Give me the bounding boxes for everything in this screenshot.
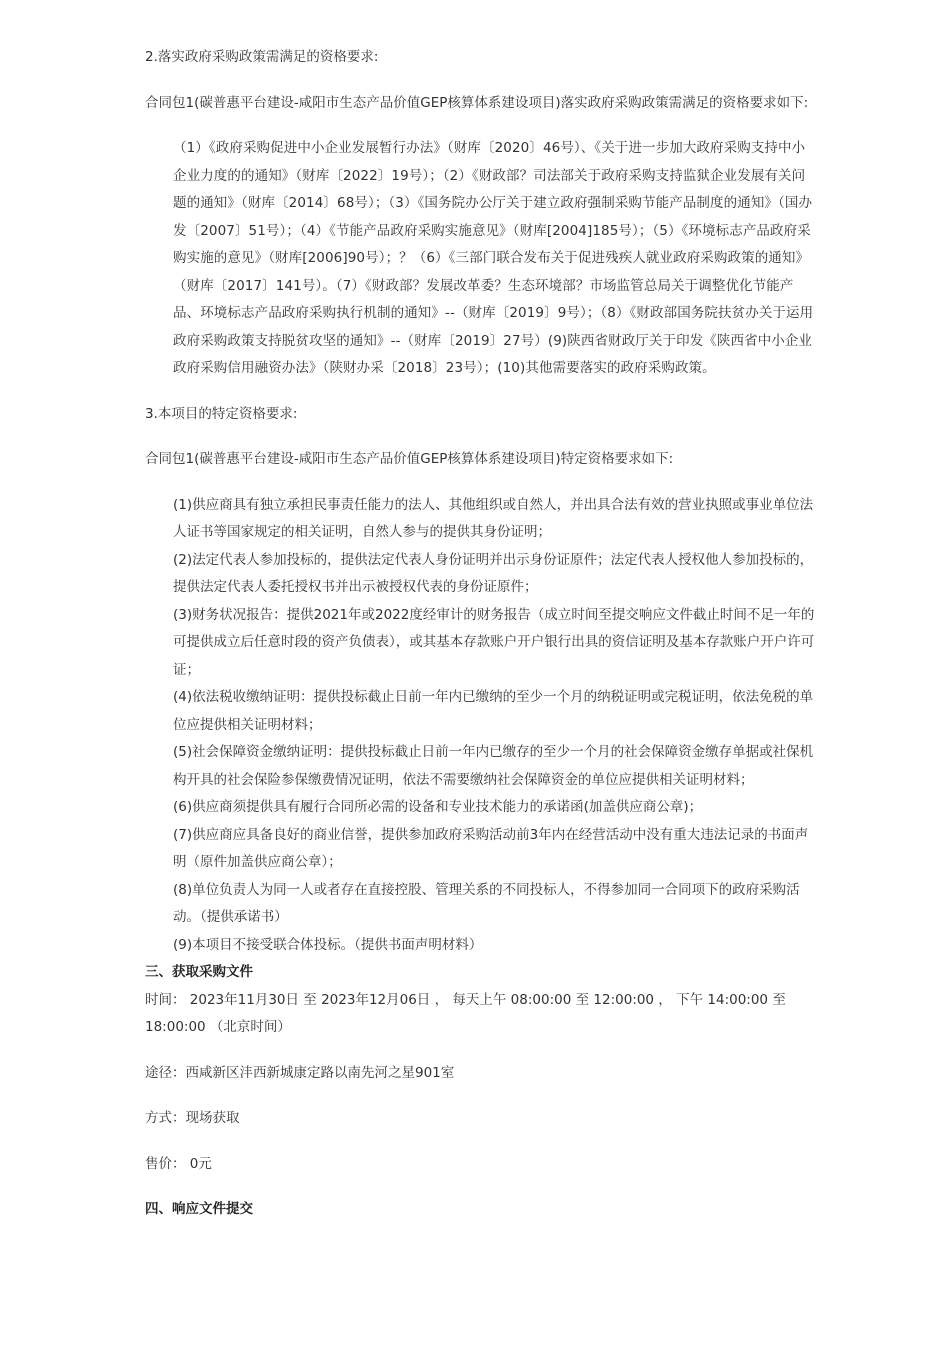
obtain-price: 售价： 0元	[145, 1155, 212, 1172]
document-content	[145, 44, 817, 1224]
section3-heading: 3.本项目的特定资格要求:	[145, 405, 298, 422]
section3-intro: 合同包1(碳普惠平台建设-咸阳市生态产品价值GEP核算体系建设项目)特定资格要求如下:	[145, 451, 674, 467]
requirement-item: (7)供应商应具备良好的商业信誉，提供参加政府采购活动前3年内在经营活动中没有重大违法记录的书面声明（原件加盖供应商公章）；	[173, 826, 809, 870]
submit-heading: 四、响应文件提交	[145, 1201, 253, 1217]
obtain-route: 途径：西咸新区沣西新城康定路以南先河之星901室	[145, 1064, 455, 1081]
requirement-item: (9)本项目不接受联合体投标。（提供书面声明材料）	[173, 936, 483, 953]
section2-intro: 合同包1(碳普惠平台建设-咸阳市生态产品价值GEP核算体系建设项目)落实政府采购政策需满足的资格要求如下:	[145, 94, 809, 111]
obtain-time: 时间： 2023年11月30日 至 2023年12月06日 ， 每天上午 08:00:00 至 12:00:00 ， 下午 14:00:00 至 18:00:00 （北京时间）	[145, 991, 786, 1035]
requirement-item: (2)法定代表人参加投标的，提供法定代表人身份证明并出示身份证原件；法定代表人授权他人参加投标的，提供法定代表人委托授权书并出示被授权代表的身份证原件；	[173, 551, 814, 595]
requirement-item: (3)财务状况报告：提供2021年或2022度经审计的财务报告（成立时间至提交响应文件截止时间不足一年的可提供成立后任意时段的资产负债表），或其基本存款账户开户银行出具的资信证明及基本存款账户开户许可证；	[173, 606, 815, 678]
section2-heading: 2.落实政府采购政策需满足的资格要求:	[145, 49, 379, 65]
requirement-item: (6)供应商须提供具有履行合同所必需的设备和专业技术能力的承诺函(加盖供应商公章)；	[173, 799, 703, 815]
requirements-list	[145, 492, 817, 960]
obtain-heading: 三、获取采购文件	[145, 964, 253, 980]
requirement-item: (4)依法税收缴纳证明：提供投标截止日前一年内已缴纳的至少一个月的纳税证明或完税证明，依法免税的单位应提供相关证明材料；	[173, 689, 814, 733]
obtain-method: 方式：现场获取	[145, 1110, 240, 1126]
policy-list: （1）《政府采购促进中小企业发展暂行办法》（财库〔2020〕46号）、《关于进一步加大政府采购支持中小企业力度的的通知》（财库〔2022〕19号）；（2）《财政部？司法部关于政府采购支持监狱企业发展有关问题的通知》（财库〔2014〕68号）；（3）《国务院办公厅关于建立政府强制采购节能产品制度的通知》（国办发〔2007〕51号）；（4）《节能产品政府采购实施意见》（财库[2004]185号）；（5）《环境标志产品政府采购实施的意见》（财库[2006]90号）；？（6）《三部门联合发布关于促进残疾人就业政府采购政策的通知》（财库〔2017〕141号）。（7）《财政部？发展改革委？生态环境部？市场监管总局关于调整优化节能产品、环境标志产品政府采购执行机制的通知》--（财库〔2019〕9号）；（8）《财政部国务院扶贫办关于运用政府采购政策支持脱贫攻坚的通知》--（财库〔2019〕27号）(9)陕西省财政厅关于印发《陕西省中小企业政府采购信用融资办法》（陕财办采〔2018〕23号）；(10)其他需要落实的政府采购政策。	[173, 140, 814, 376]
requirement-item: (5)社会保障资金缴纳证明：提供投标截止日前一年内已缴存的至少一个月的社会保障资金缴存单据或社保机构开具的社会保险参保缴费情况证明，依法不需要缴纳社会保障资金的单位应提供相关证明材料；	[173, 744, 814, 788]
requirement-item: (8)单位负责人为同一人或者存在直接控股、管理关系的不同投标人，不得参加同一合同项下的政府采购活动。（提供承诺书）	[173, 881, 800, 925]
requirement-item: (1)供应商具有独立承担民事责任能力的法人、其他组织或自然人，并出具合法有效的营业执照或事业单位法人证书等国家规定的相关证明，自然人参与的提供其身份证明；	[173, 496, 814, 540]
